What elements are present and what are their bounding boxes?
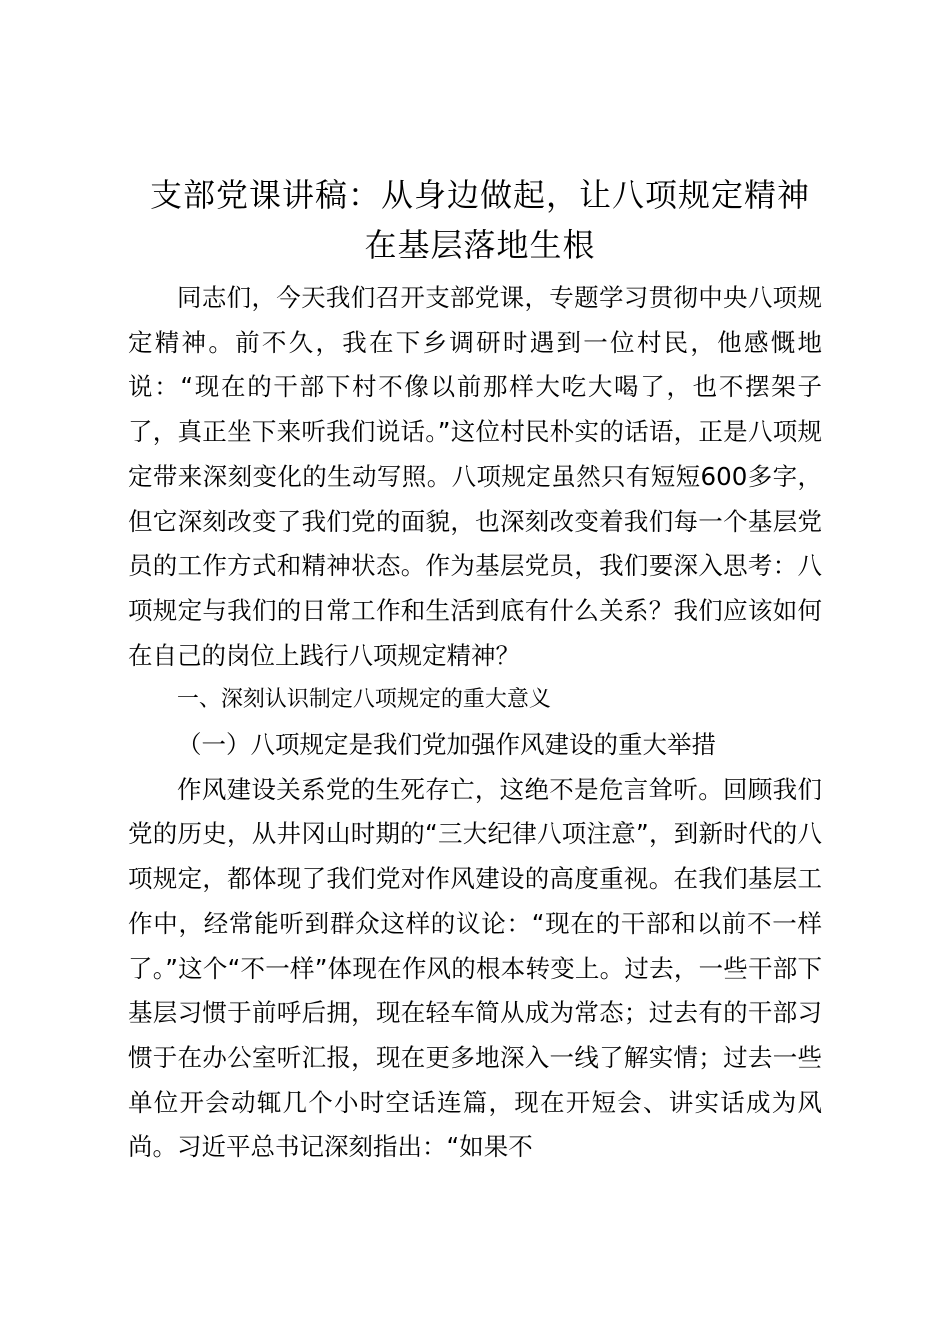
- title-line-2: 在基层落地生根: [364, 226, 596, 264]
- document-body: [128, 276, 822, 1170]
- title-line-1: 支部党课讲稿：从身边做起，让八项规定精神: [149, 176, 810, 214]
- section-heading-1: 一、深刻认识制定八项规定的重大意义: [176, 687, 551, 713]
- subsection-heading-1: （一）八项规定是我们党加强作风建设的重大举措: [177, 730, 716, 760]
- intro-paragraph: 同志们，今天我们召开支部党课，专题学习贯彻中央八项规定精神。前不久，我在下乡调研时遇到一位村民，他感慨地说：“现在的干部下村不像以前那样大吃大喝了，也不摆架子了，真正坐下来听我们说话。”这位村民朴实的话语，正是八项规定带来深刻变化的生动写照。八项规定虽然只有短短600多字，但它深刻改变了我们党的面貌，也深刻改变着我们每一个基层党员的工作方式和精神状态。作为基层党员，我们要深入思考：八项规定与我们的日常工作和生活到底有什么关系？我们应该如何在自己的岗位上践行八项规定精神？: [128, 283, 822, 670]
- body-paragraph: 作风建设关系党的生死存亡，这绝不是危言耸听。回顾我们党的历史，从井冈山时期的“三大纪律八项注意”，到新时代的八项规定，都体现了我们党对作风建设的高度重视。在我们基层工作中，经常能听到群众这样的议论：“现在的干部和以前不一样了。”这个“不一样”体现在作风的根本转变上。过去，一些干部下基层习惯于前呼后拥，现在轻车简从成为常态；过去有的干部习惯于在办公室听汇报，现在更多地深入一线了解实情；过去一些单位开会动辄几个小时空话连篇，现在开短会、讲实话成为风尚。习近平总书记深刻指出：“如果不: [128, 774, 822, 1162]
- document-title: [128, 170, 832, 270]
